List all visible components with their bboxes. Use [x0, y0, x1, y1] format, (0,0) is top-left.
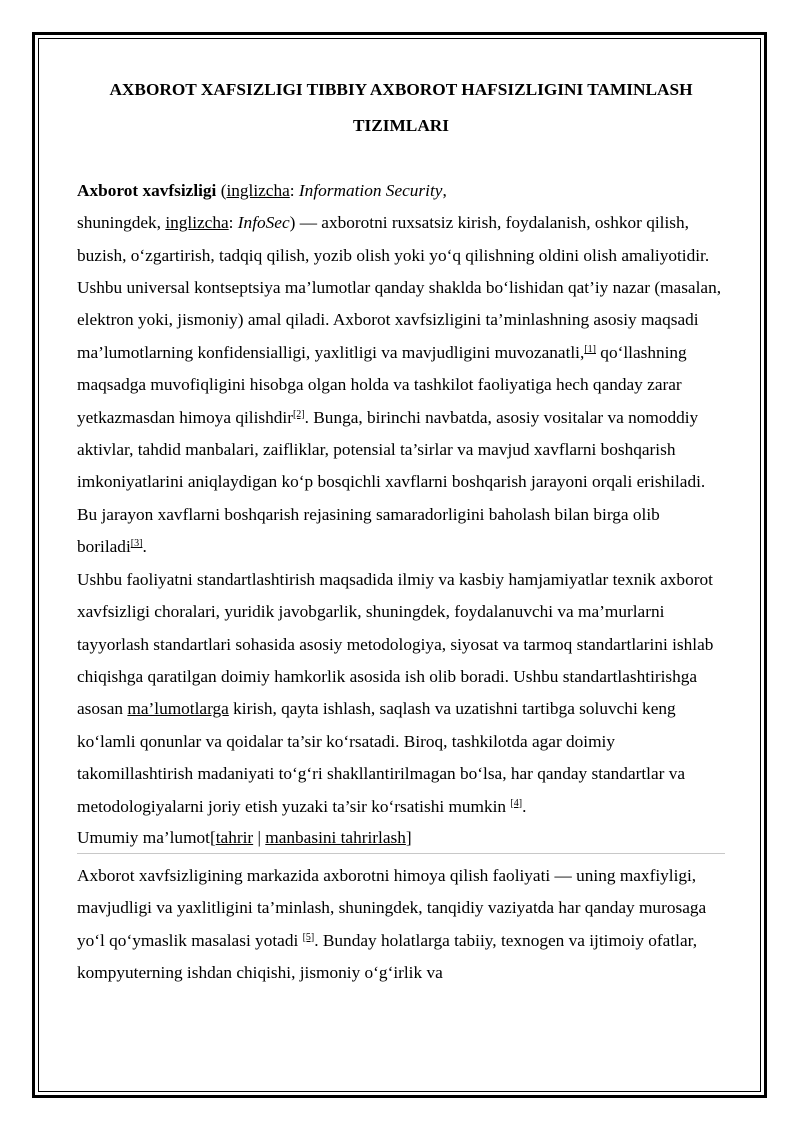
- paragraph-intro: [77, 175, 725, 564]
- paragraph-general: [77, 860, 725, 990]
- link-data[interactable]: ma’lumotlarga: [127, 699, 229, 719]
- paragraph-standards: [77, 564, 725, 823]
- text-span: .: [522, 796, 527, 816]
- text-span: ) — axborotni ruxsatsiz kirish, foydalanish, oshkor qilish, buzish, o‘zgartirish, tadqiq qilish, yozib olish yoki yo‘q qilishning oldini olish amaliyotidir. Ushbu universal kontseptsiya ma’lumotlar qanday shaklda bo‘lishidan qat’iy nazar (masalan, elektron yoki, jismoniy) amal qiladi. Axborot xavfsizligini ta’minlashning asosiy maqsadi ma’lumotlarning konfidensialligi, yaxlitligi va mavjudligini muvozanatli,: [77, 213, 722, 362]
- term-bold: Axborot xavfsizligi: [77, 180, 217, 200]
- english-abbr: InfoSec: [237, 213, 290, 233]
- section-title: Umumiy ma’lumot: [77, 827, 210, 847]
- text-span: .: [142, 537, 147, 557]
- edit-link[interactable]: tahrir: [215, 827, 254, 847]
- text-span: Axborot xavfsizligining markazida axborotni himoya qilish faoliyati — uning maxfiyligi, mavjudligi va yaxlitligini ta’minlash, shuningdek, tanqidiy vaziyatda har qanday murosaga yo‘l qo‘ymaslik masalasi yotadi: [77, 865, 707, 950]
- text-span: Ushbu faoliyatni standartlashtirish maqsadida ilmiy va kasbiy hamjamiyatlar texnik axborot xavfsizligi choralari, yuridik javobgarlik, shuningdek, foydalanuvchi va ma’murlarni tayyorlash standartlari sohasida asosiy metodologiya, siyosat va tarmoq standartlarini ishlab chiqishga qaratilgan doimiy hamkorlik asosida ish olib boradi. Ushbu standartlashtirishga asosan: [77, 569, 714, 719]
- link-english-2[interactable]: inglizcha: [165, 213, 229, 233]
- text-span: :: [228, 213, 238, 233]
- bracket: ]: [405, 827, 412, 847]
- edit-source-link[interactable]: manbasini tahrirlash: [265, 827, 406, 847]
- reference-link-2[interactable]: [2]: [292, 408, 305, 420]
- text-span: kirish, qayta ishlash, saqlash va uzatishni tartibga soluvchi keng ko‘lamli qonunlar va qoidalar ta’sir ko‘rsatadi. Biroq, tashkilotda agar doimiy takomillashtirish madaniyati to‘g‘ri shakllantirilmagan bo‘lsa, har qanday standartlar va metodologiyalarni joriy etish yuzaki ta’sir ko‘rsatishi mumkin: [77, 699, 686, 816]
- bracket: [: [209, 827, 216, 847]
- text-span: . Bunday holatlarga tabiiy, texnogen va ijtimoiy ofatlar, kompyuterning ishdan chiqishi, jismoniy o‘g‘irlik va: [77, 930, 698, 983]
- reference-link-5[interactable]: [5]: [302, 931, 315, 943]
- link-english-1[interactable]: inglizcha: [226, 180, 290, 200]
- separator: |: [253, 827, 266, 847]
- text-span: qo‘llashning maqsadga muvofiqligini hisobga olgan holda va tashkilot faoliyatiga hech qanday zarar yetkazmasdan himoya qilishdir: [77, 342, 687, 427]
- text-span: shuningdek,: [77, 213, 166, 233]
- reference-link-3[interactable]: [3]: [130, 538, 143, 550]
- reference-link-1[interactable]: [1]: [584, 343, 596, 355]
- document-page: [77, 72, 725, 990]
- text-span: :: [289, 180, 299, 200]
- text-span: (: [216, 180, 227, 200]
- text-span: ,: [442, 180, 447, 200]
- section-heading: [77, 823, 725, 854]
- document-title: AXBOROT XAFSIZLIGI TIBBIY AXBOROT HAFSIZLIGINI TAMINLASH TIZIMLARI: [109, 80, 693, 136]
- text-span: . Bunga, birinchi navbatda, asosiy vositalar va nomoddiy aktivlar, tahdid manbalari, zaifliklar, potensial ta’sirlar va mavjud xavflarni boshqarish imkoniyatlarini aniqlaydigan ko‘p bosqichli xavflarni boshqarish jarayoni orqali erishiladi. Bu jarayon xavflarni boshqarish rejasining samaradorligini baholash bilan birga olib boriladi: [77, 407, 706, 557]
- english-term: Information Security: [298, 180, 443, 200]
- reference-link-4[interactable]: [4]: [510, 797, 523, 809]
